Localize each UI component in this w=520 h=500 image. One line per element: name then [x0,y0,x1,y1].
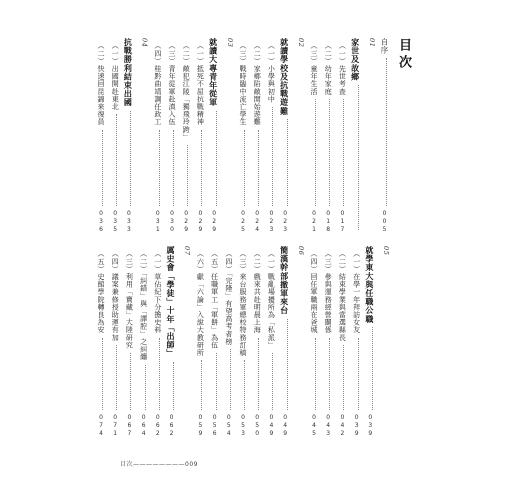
toc-dot-leader [329,99,330,206]
toc-sub-column[interactable] [195,38,205,234]
toc-chapter-text: 就學東大與任職公職 [364,246,375,324]
toc-page-number: 059 [196,414,204,438]
toc-sub-text: （一）抵死不屈抗戰精神 [196,42,205,126]
toc-dot-leader [258,338,259,410]
toc-sub-text: （六）獻「六論」入說大教研所 [196,250,205,357]
toc-page-number: 064 [140,414,148,438]
toc-page-number: 029 [210,210,218,234]
toc-sub-text: （五）史館學院轉良為安 [97,250,105,334]
toc-sub-column[interactable] [195,246,205,438]
toc-sub-text: （三）戰時臨中流亡學生 [239,42,247,126]
toc-dot-leader [159,338,160,410]
toc-section-column [141,38,149,234]
toc-dot-leader [244,360,245,410]
toc-section-text: 07 [183,246,192,256]
toc-page-number: 062 [168,414,175,438]
toc-section-column [297,38,305,234]
toc-sub-text: （二）戲來共赴明晨上海 [253,250,262,334]
toc-sub-column[interactable] [266,246,276,438]
toc-sub-column[interactable] [96,38,106,234]
toc-bottom-band [0,246,520,438]
toc-sub-text: （四）回任軍職兩在爸城 [310,250,318,334]
toc-sub-text: （一）在學一年拜訪女友 [352,250,361,334]
toc-sub-text: （三）利用「寶藏」大陸研究 [125,250,134,349]
toc-chapter-text: 抗戰勝利結束出國 [123,38,134,107]
toc-sub-text: （一）小學與初中 [267,42,276,103]
toc-dot-leader [216,353,217,410]
toc-section-text: 01 [367,38,376,48]
toc-dot-leader [287,119,288,206]
toc-sub-column[interactable] [238,38,248,234]
toc-page-number: 024 [253,210,261,234]
toc-dot-leader [173,362,174,410]
toc-page-number: 067 [125,414,133,438]
toc-dot-leader [230,349,231,410]
toc-sub-column[interactable] [167,38,177,234]
toc-sub-column[interactable] [309,38,319,234]
toc-sub-column[interactable] [337,38,347,234]
toc-chapter-text: 簡漢幹部撤軍來台 [279,246,290,315]
toc-page-number: 023 [281,210,289,234]
toc-sub-column[interactable] [224,246,234,438]
toc-sub-text: （三）青年從軍赴滇入伍 [168,42,176,126]
toc-sub-column[interactable] [238,246,248,438]
toc-page-number: 062 [154,414,162,438]
toc-dot-leader [159,130,160,206]
toc-sub-column[interactable] [153,38,163,234]
toc-chapter-column[interactable] [351,38,362,234]
toc-sub-text: （二）結束學業與當選縣長 [338,250,347,342]
toc-page-number: 042 [338,414,346,438]
toc-section-column [183,246,191,438]
toc-page-number: 039 [366,414,374,438]
toc-page-number: 050 [253,414,261,438]
toc-sub-column[interactable] [110,38,120,234]
toc-page-number: 030 [168,210,176,234]
toc-chapter-column[interactable] [123,38,134,234]
toc-page-number: 039 [353,414,361,438]
toc-dot-leader [258,130,259,206]
toc-sub-text: （四）議案兼修授助運有加 [111,250,120,342]
toc-preface-text: 自序 [380,38,389,55]
toc-section-column [382,246,390,438]
toc-sub-text: （一）戰亂場擾所為「私派」 [267,250,276,349]
toc-dot-leader [173,130,174,206]
toc-section-text: 03 [225,38,234,48]
toc-page-number: 017 [338,210,346,234]
toc-page-number: 005 [381,210,388,234]
toc-page-number: 054 [225,414,233,438]
toc-sub-column[interactable] [153,246,163,438]
toc-dot-leader [272,107,273,206]
toc-dot-leader [272,353,273,410]
toc-dot-leader [187,145,188,206]
toc-dot-leader [244,130,245,206]
toc-page-number: 021 [310,210,318,234]
toc-page-number: 033 [125,210,133,234]
toc-page-number: 023 [267,210,275,234]
toc-sub-text: （四）「完隆」有望高考者榜 [224,250,233,346]
toc-sub-column[interactable] [266,38,276,234]
toc-preface-column[interactable] [379,38,390,234]
toc-dot-leader [116,114,117,206]
toc-sub-column[interactable] [110,246,120,438]
toc-section-column [368,38,376,234]
toc-sub-text: （二）敵犯江陵「獨飛玲跨」 [182,42,191,141]
toc-dot-leader [130,111,131,206]
toc-section-text: 04 [140,38,149,48]
toc-sub-column[interactable] [309,246,319,438]
toc-sub-column[interactable] [124,246,134,438]
toc-page-number: 053 [239,414,247,438]
toc-dot-leader [102,130,103,206]
toc-sub-column[interactable] [210,246,220,438]
toc-dot-leader [386,58,387,206]
toc-sub-text: （三）童年生活 [310,42,318,96]
toc-chapter-column[interactable] [166,246,177,438]
toc-page-number: 056 [211,414,219,438]
toc-dot-leader [216,111,217,206]
toc-sub-text: （三）參與運務經營關係 [324,250,333,334]
toc-page-number: 071 [111,414,119,438]
toc-dot-leader [315,338,316,410]
toc-page-number: 074 [97,414,105,438]
toc-section-text: 02 [296,38,305,48]
toc-chapter-column[interactable] [365,246,376,438]
toc-section-column [226,38,234,234]
toc-sub-column[interactable] [139,246,149,438]
toc-page-number: 035 [111,210,119,234]
toc-dot-leader [358,338,359,410]
toc-page-number: 031 [154,210,162,234]
page-title: 目次 [396,38,411,72]
toc-sub-column[interactable] [323,38,333,234]
toc-sub-text: （四）桂黔曲靖調任政工 [153,42,162,126]
toc-chapter-text: 就讀學校及抗戰遊難 [279,38,290,116]
toc-sub-text: （二）幼年家庭 [324,42,333,96]
toc-dot-leader [358,85,359,230]
toc-section-text: 05 [382,246,390,256]
toc-sub-text: （三）來台服務軍總校特務訂稿 [239,250,247,357]
toc-chapter-column[interactable] [280,38,291,234]
toc-sub-column[interactable] [323,246,333,438]
toc-chapter-column[interactable] [280,246,291,438]
toc-section-text: 06 [296,246,305,256]
toc-dot-leader [201,360,202,410]
toc-sub-column[interactable] [352,246,362,438]
toc-sub-text: （五）任職軍工「軍餅」為伍 [210,250,219,349]
toc-chapter-text: 家世及故鄉 [350,38,361,81]
toc-dot-leader [329,338,330,410]
toc-page-number: 049 [267,414,275,438]
toc-page-number: 025 [239,210,247,234]
toc-dot-leader [116,345,117,410]
toc-dot-leader [372,327,373,410]
toc-dot-leader [343,99,344,206]
toc-page-number: 045 [310,414,318,438]
toc-section-column [297,246,305,438]
toc-dot-leader [201,130,202,206]
toc-page-number: 036 [97,210,105,234]
toc-sub-text: （二）「糾錯」與「譯腔」之糾纏 [139,250,148,361]
toc-sub-text: （一）草佔紀下分擔史料 [153,250,162,334]
toc-dot-leader [343,345,344,410]
toc-chapter-text: 就讀大專青年從軍 [208,38,219,107]
toc-dot-leader [102,338,103,410]
toc-dot-leader [130,353,131,410]
toc-sub-text: （二）家鄉陷敵開始遊難 [253,42,262,126]
toc-sub-column[interactable] [252,246,262,438]
toc-page-number: 018 [324,210,332,234]
toc-sub-column[interactable] [181,38,191,234]
toc-sub-text: （二）快速回昆錦來復員 [97,42,105,126]
toc-chapter-column[interactable] [209,38,220,234]
toc-sub-text: （一）出國開赴東北 [111,42,120,111]
toc-page-number: 029 [196,210,204,234]
toc-dot-leader [145,365,146,411]
toc-sub-column[interactable] [96,246,106,438]
page-footer: 目次————————009 [120,461,198,468]
toc-sub-text: （一）先世考查 [338,42,347,96]
toc-dot-leader [287,319,288,410]
toc-page-number: 049 [281,414,289,438]
toc-sub-column[interactable] [337,246,347,438]
toc-top-band [0,38,520,234]
toc-page-number: 043 [324,414,332,438]
toc-page-number: 029 [182,210,190,234]
toc-chapter-text: 厲史會「學徒」十年「出師」 [166,246,176,358]
toc-sub-column[interactable] [252,38,262,234]
toc-dot-leader [315,99,316,206]
